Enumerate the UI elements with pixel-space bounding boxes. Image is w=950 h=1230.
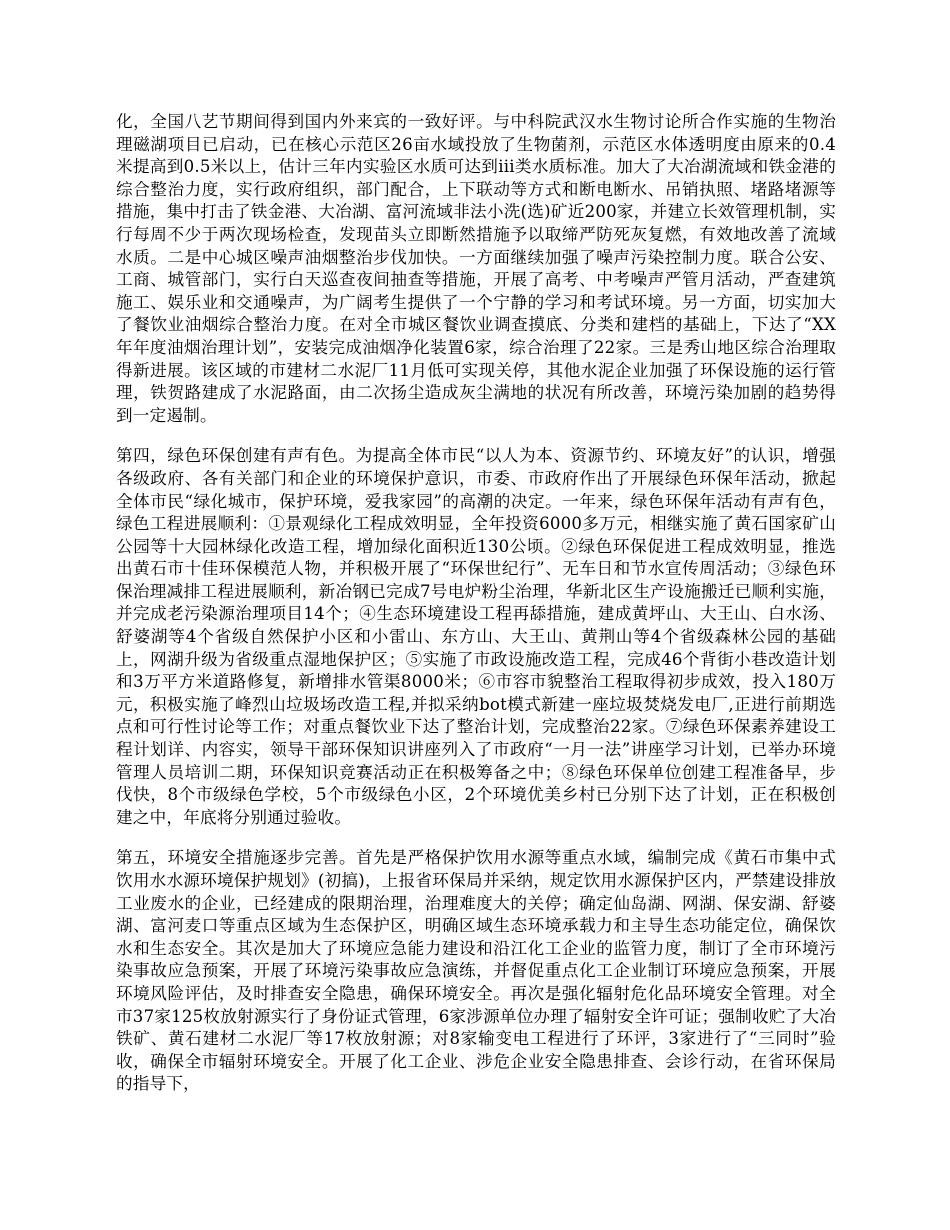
document-body <box>116 111 836 1114</box>
paragraph-water-noise-control: 化，全国八艺节期间得到国内外来宾的一致好评。与中科院武汉水生物讨论所合作实施的生物治理磁湖项目已启动，已在核心示范区26亩水域投放了生物菌剂，示范区水体透明度由原来的0.4米提高到0.5米以上，估计三年内实验区水质可达到iii类水质标准。加大了大冶湖流域和铁金港的综合整治力度，实行政府组织，部门配合，上下联动等方式和断电断水、吊销执照、堵路堵源等措施，集中打击了铁金港、大冶湖、富河流域非法小洗(选)矿近200家，并建立长效管理机制，实行每周不少于两次现场检查，发现苗头立即断然措施予以取缔严防死灰复燃，有效地改善了流域水质。二是中心城区噪声油烟整治步伐加快。一方面继续加强了噪声污染控制力度。联合公安、工商、城管部门，实行白天巡查夜间抽查等措施，开展了高考、中考噪声严管月活动，严查建筑施工、娱乐业和交通噪声，为广阔考生提供了一个宁静的学习和考试环境。另一方面，切实加大了餐饮业油烟综合整治力度。在对全市城区餐饮业调查摸底、分类和建档的基础上，下达了“XX年年度油烟治理计划”，安装完成油烟净化装置6家，综合治理了22家。三是秀山地区综合治理取得新进展。该区域的市建材二水泥厂11月低可实现关停，其他水泥企业加强了环保设施的运行管理，铁贺路建成了水泥路面，由二次扬尘造成灰尘满地的状况有所改善，环境污染加剧的趋势得到一定遏制。 <box>116 112 836 425</box>
paragraph-environmental-safety: 第五，环境安全措施逐步完善。首先是严格保护饮用水源等重点水域，编制完成《黄石市集中式饮用水水源环境保护规划》(初搞)，上报省环保局并采纳，规定饮用水源保护区内，严禁建设排放工业废水的企业，已经建成的限期治理，治理难度大的关停；确定仙岛湖、网湖、保安湖、舒婆湖、富河麦口等重点区域为生态保护区，明确区域生态环境承载力和主导生态功能定位，确保饮水和生态安全。其次是加大了环境应急能力建设和沿江化工企业的监管力度，制订了全市环境污染事故应急预案，开展了环境污染事故应急演练，并督促重点化工企业制订环境应急预案，开展环境风险评估，及时排查安全隐患，确保环境安全。再次是强化辐射危化品环境安全管理。对全市37家125枚放射源实行了身份证式管理，6家涉源单位办理了辐射安全许可证；强制收贮了大冶铁矿、黄石建材二水泥厂等17枚放射源；对8家输变电工程进行了环评，3家进行了“三同时”验收，确保全市辐射环境安全。开展了化工企业、涉危企业安全隐患排查、会诊行动，在省环保局的指导下， <box>116 848 836 1094</box>
paragraph-green-environment: 第四，绿色环保创建有声有色。为提高全体市民“以人为本、资源节约、环境友好”的认识，增强各级政府、各有关部门和企业的环境保护意识，市委、市政府作出了开展绿色环保年活动，掀起全体市民“绿化城市，保护环境，爱我家园”的高潮的决定。一年来，绿色环保年活动有声有色，绿色工程进展顺利：①景观绿化工程成效明显，全年投资6000多万元，相继实施了黄石国家矿山公园等十大园林绿化改造工程，增加绿化面积近130公顷。②绿色环保促进工程成效明显，推选出黄石市十佳环保模范人物，并积极开展了“环保世纪行”、无车日和节水宣传周活动；③绿色环保治理减排工程进展顺利，新冶钢已完成7号电炉粉尘治理，华新北区生产设施搬迁已顺利实施，并完成老污染源治理项目14个；④生态环境建设工程再舔措施，建成黄坪山、大王山、白水汤、舒婆湖等4个省级自然保护小区和小雷山、东方山、大王山、黄荆山等4个省级森林公园的基础上，网湖升级为省级重点湿地保护区；⑤实施了市政设施改造工程，完成46个背街小巷改造计划和3万平方米道路修复，新增排水管渠8000米；⑥市容市貌整治工程取得初步成效，投入180万元，积极实施了峰烈山垃圾场改造工程,并拟采纳bot模式新建一座垃圾焚烧发电厂,正进行前期选点和可行性讨论等工作；对重点餐饮业下达了整治计划，完成整治22家。⑦绿色环保素养建设工程计划详、内容实，领导干部环保知识讲座列入了市政府“一月一法”讲座学习计划，已举办环境管理人员培训二期，环保知识竞赛活动正在积极筹备之中；⑧绿色环保单位创建工程准备早，步伐快，8个市级绿色学校，5个市级绿色小区，2个环境优美乡村已分别下达了计划，正在积极创建之中，年底将分别通过验收。 <box>116 446 836 827</box>
